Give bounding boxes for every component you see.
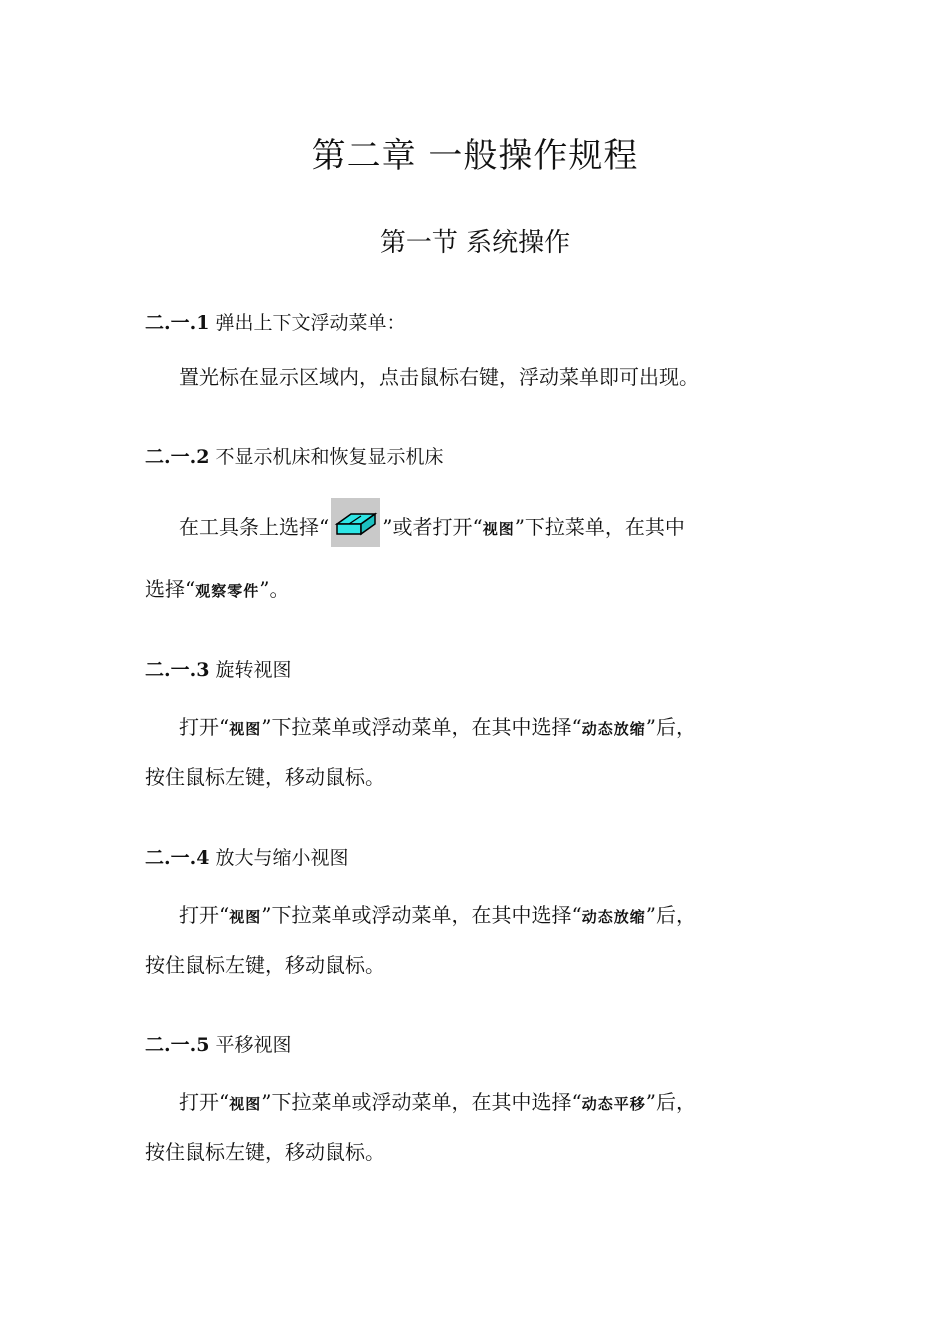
section-title: 第一节 系统操作: [379, 228, 571, 258]
heading-2-1-3: [145, 655, 292, 682]
heading-number: 二.一.1: [145, 312, 210, 334]
menu-term: 视图: [482, 520, 515, 538]
body-text: 置光标在显示区域内，点击鼠标右键，浮动菜单即可出现。: [179, 365, 699, 389]
text-run: ”下拉菜单，在其中: [514, 515, 685, 539]
paragraph-2-1-1: [145, 352, 849, 402]
heading-text: 旋转视图: [215, 659, 292, 681]
heading-2-1-2: [145, 442, 444, 469]
text-run: 按住鼠标左键，移动鼠标。: [145, 1140, 385, 1164]
menu-term: 动态平移: [581, 1095, 646, 1113]
text-run: ”下拉菜单或浮动菜单，在其中选择“: [261, 715, 582, 739]
menu-term: 动态放缩: [581, 720, 646, 738]
heading-2-1-4: [145, 843, 349, 870]
paragraph-2-1-4-line1: [145, 890, 849, 942]
text-run: ”后，: [645, 903, 696, 927]
heading-text: 放大与缩小视图: [215, 847, 349, 869]
paragraph-2-1-2-line1: [145, 502, 849, 554]
paragraph-2-1-3-line2: [145, 752, 815, 802]
text-run: ”。: [259, 577, 290, 601]
paragraph-2-1-3-line1: [145, 702, 849, 754]
text-run: ”后，: [645, 1090, 696, 1114]
heading-text: 弹出上下文浮动菜单：: [215, 312, 406, 334]
paragraph-2-1-5-line2: [145, 1127, 815, 1177]
text-run: ”后，: [645, 715, 696, 739]
menu-term: 动态放缩: [581, 908, 646, 926]
text-run: 在工具条上选择“: [179, 515, 330, 539]
text-run: 打开“: [179, 1090, 230, 1114]
text-run: 打开“: [179, 715, 230, 739]
text-run: ”下拉菜单或浮动菜单，在其中选择“: [261, 1090, 582, 1114]
text-run: ”或者打开“: [382, 515, 483, 539]
text-run: ”下拉菜单或浮动菜单，在其中选择“: [261, 903, 582, 927]
heading-number: 二.一.3: [145, 659, 210, 681]
heading-2-1-5: [145, 1030, 292, 1057]
text-run: 打开“: [179, 903, 230, 927]
menu-term: 视图: [229, 908, 262, 926]
chapter-title: 第二章 一般操作规程: [311, 136, 639, 176]
paragraph-2-1-5-line1: [145, 1077, 849, 1129]
paragraph-2-1-2-line2: [145, 564, 815, 616]
paragraph-2-1-4-line2: [145, 940, 815, 990]
heading-number: 二.一.4: [145, 847, 210, 869]
text-run: 按住鼠标左键，移动鼠标。: [145, 765, 385, 789]
text-run: 按住鼠标左键，移动鼠标。: [145, 953, 385, 977]
heading-text: 平移视图: [215, 1034, 292, 1056]
menu-term: 观察零件: [195, 582, 260, 600]
heading-number: 二.一.5: [145, 1034, 210, 1056]
heading-number: 二.一.2: [145, 446, 210, 468]
menu-term: 视图: [229, 1095, 262, 1113]
text-run: 选择“: [145, 577, 196, 601]
eraser-block-icon: [331, 498, 380, 547]
heading-text: 不显示机床和恢复显示机床: [215, 446, 444, 468]
heading-2-1-1: [145, 308, 406, 335]
menu-term: 视图: [229, 720, 262, 738]
